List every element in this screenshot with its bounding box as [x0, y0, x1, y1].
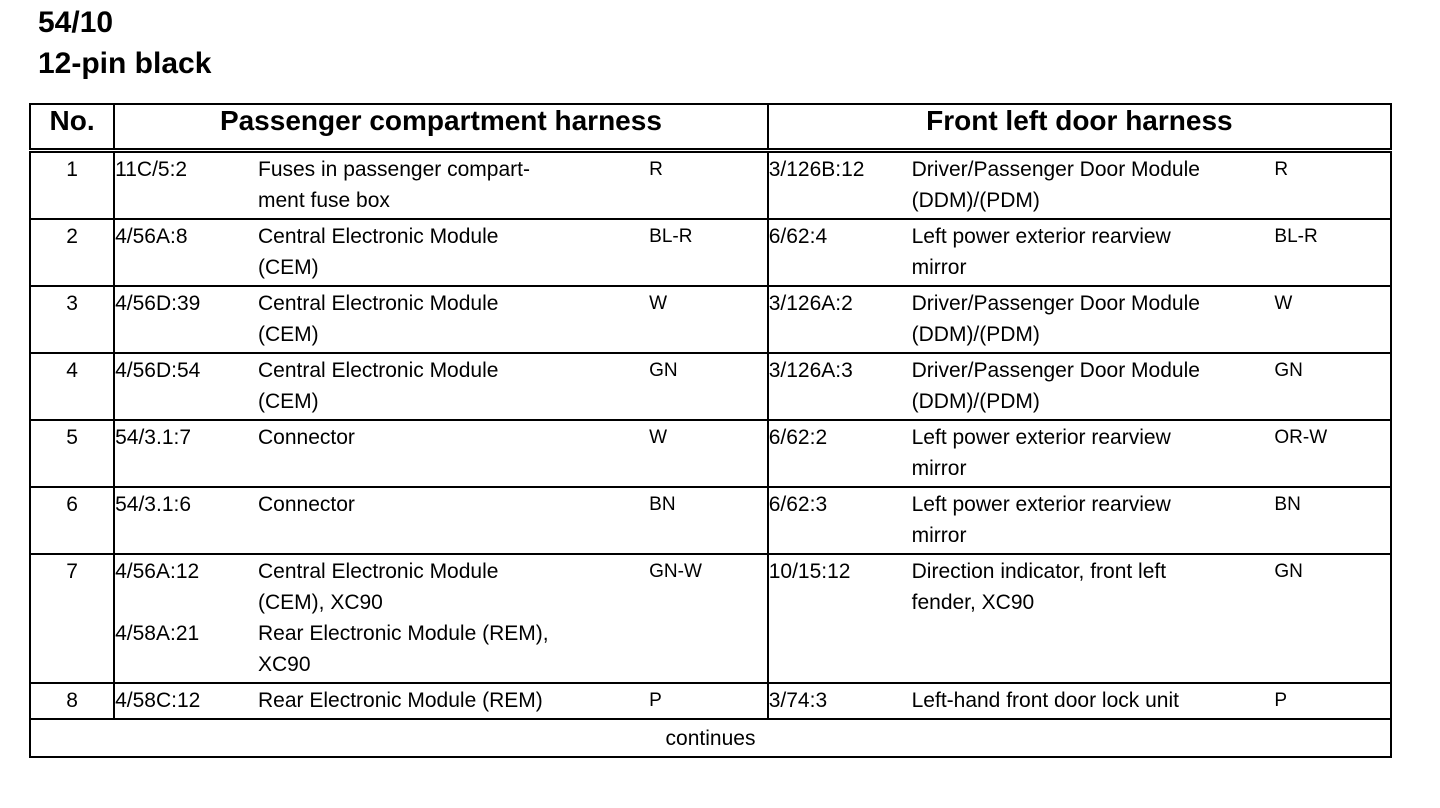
pin-number-text: 8 [66, 689, 78, 712]
passenger-description-text: Central Electronic Module [258, 359, 499, 382]
pin-number-text: 4 [66, 359, 78, 382]
passenger-description [258, 683, 649, 719]
pin-number-text: 6 [66, 493, 78, 516]
door-description-text: Driver/Passenger Door Module [911, 158, 1200, 181]
passenger-wire-color-text: W [649, 427, 668, 448]
pin-number-text: 7 [66, 560, 78, 583]
passenger-wire-color-text: W [649, 293, 668, 314]
door-code [768, 683, 912, 719]
passenger-code [114, 683, 258, 719]
passenger-description-text: (CEM), XC90 [258, 591, 383, 614]
door-description-text: mirror [911, 457, 967, 480]
passenger-description-text: (CEM) [258, 323, 319, 346]
table-row [30, 554, 1391, 683]
passenger-code [114, 151, 258, 220]
door-description-text: (DDM)/(PDM) [911, 189, 1040, 212]
door-code [768, 286, 912, 353]
passenger-code-text: 4/58A:21 [115, 622, 200, 645]
passenger-code-text: 4/56A:8 [115, 225, 188, 248]
passenger-wire-color [649, 286, 768, 353]
passenger-description [258, 554, 649, 683]
door-wire-color [1274, 554, 1391, 683]
pin-number-text: 3 [66, 292, 78, 315]
passenger-wire-color [649, 151, 768, 220]
passenger-description [258, 487, 649, 554]
door-wire-color [1274, 151, 1391, 220]
table-row [30, 219, 1391, 286]
pin-number [30, 219, 114, 286]
passenger-description-text: (CEM) [258, 390, 319, 413]
passenger-code [114, 286, 258, 353]
door-code-text: 6/62:3 [768, 493, 828, 516]
passenger-description-text: Connector [258, 426, 355, 449]
passenger-description-text: Rear Electronic Module (REM), [258, 622, 549, 645]
door-description-text: Left power exterior rearview [911, 426, 1171, 449]
passenger-description-text: ment fuse box [258, 189, 390, 212]
door-description-text: Left power exterior rearview [911, 493, 1171, 516]
table-row [30, 286, 1391, 353]
passenger-code-text: 11C/5:2 [115, 158, 188, 181]
passenger-code-text: 54/3.1:7 [115, 426, 192, 449]
pin-number [30, 286, 114, 353]
passenger-wire-color [649, 487, 768, 554]
passenger-wire-color-text: GN-W [649, 561, 702, 582]
door-description [912, 420, 1275, 487]
passenger-description [258, 286, 649, 353]
door-description-text: Left power exterior rearview [911, 225, 1171, 248]
header-no: No. [30, 104, 114, 151]
passenger-wire-color [649, 420, 768, 487]
passenger-description [258, 151, 649, 220]
pin-table [29, 103, 1392, 758]
passenger-code-text: 4/56D:39 [115, 292, 201, 315]
door-code-text: 3/74:3 [768, 689, 828, 712]
connector-description: 12-pin black [38, 47, 212, 80]
door-code-text: 6/62:4 [768, 225, 828, 248]
pin-number-text: 2 [66, 225, 78, 248]
passenger-wire-color [649, 683, 768, 719]
door-wire-color-text: GN [1274, 561, 1303, 582]
passenger-description-text: XC90 [258, 653, 311, 676]
table-row [30, 353, 1391, 420]
door-description [912, 554, 1275, 683]
door-code-text: 10/15:12 [768, 560, 851, 583]
door-description-text: Driver/Passenger Door Module [911, 359, 1200, 382]
passenger-description-text: Rear Electronic Module (REM) [258, 689, 543, 712]
door-code [768, 420, 912, 487]
passenger-wire-color-text: R [649, 159, 663, 180]
door-code [768, 487, 912, 554]
door-description-text: mirror [911, 524, 967, 547]
door-description [912, 683, 1275, 719]
passenger-code [114, 353, 258, 420]
door-wire-color [1274, 683, 1391, 719]
passenger-description-text: Connector [258, 493, 355, 516]
door-wire-color-text: W [1274, 293, 1293, 314]
passenger-wire-color [649, 219, 768, 286]
door-description-text: Left-hand front door lock unit [911, 689, 1179, 712]
pin-number [30, 420, 114, 487]
door-description-text: Driver/Passenger Door Module [911, 292, 1200, 315]
door-code-text: 6/62:2 [768, 426, 828, 449]
door-code [768, 353, 912, 420]
table-row [30, 420, 1391, 487]
connector-id: 54/10 [38, 6, 114, 39]
door-description-text: mirror [911, 256, 967, 279]
door-wire-color-text: GN [1274, 360, 1303, 381]
door-description-text: Direction indicator, front left [911, 560, 1167, 583]
door-wire-color-text: OR-W [1274, 427, 1328, 448]
door-wire-color [1274, 353, 1391, 420]
passenger-code-text: 4/58C:12 [115, 689, 201, 712]
door-description [912, 487, 1275, 554]
passenger-wire-color-text: BN [649, 494, 676, 515]
door-wire-color-text: BN [1274, 494, 1301, 515]
door-description [912, 286, 1275, 353]
door-code-text: 3/126A:2 [768, 292, 853, 315]
passenger-code [114, 420, 258, 487]
passenger-description-text: Central Electronic Module [258, 225, 499, 248]
passenger-code [114, 219, 258, 286]
table-row [30, 487, 1391, 554]
passenger-description-text: Fuses in passenger compart- [258, 158, 530, 181]
passenger-wire-color-text: BL-R [649, 226, 693, 247]
passenger-description-text: Central Electronic Module [258, 292, 499, 315]
passenger-wire-color [649, 353, 768, 420]
door-wire-color-text: BL-R [1274, 226, 1318, 247]
door-wire-color-text: P [1274, 690, 1288, 711]
passenger-description [258, 420, 649, 487]
pin-number-text: 1 [66, 158, 78, 181]
door-code [768, 151, 912, 220]
passenger-code-text: 4/56D:54 [115, 359, 201, 382]
door-wire-color [1274, 420, 1391, 487]
passenger-code [114, 487, 258, 554]
passenger-description [258, 219, 649, 286]
header-door-harness: Front left door harness [768, 104, 1391, 151]
passenger-code-text: 4/56A:12 [115, 560, 200, 583]
passenger-wire-color-text: GN [649, 360, 678, 381]
door-wire-color [1274, 219, 1391, 286]
passenger-code [114, 554, 258, 683]
door-wire-color [1274, 286, 1391, 353]
table-row [30, 683, 1391, 719]
door-description [912, 219, 1275, 286]
door-description [912, 151, 1275, 220]
passenger-code-text [115, 587, 258, 618]
pin-number [30, 554, 114, 683]
passenger-description-text: (CEM) [258, 256, 319, 279]
passenger-wire-color-text: P [649, 690, 662, 711]
continues-note: continues [30, 719, 1391, 757]
pin-number [30, 151, 114, 220]
door-description-text: (DDM)/(PDM) [911, 390, 1040, 413]
door-code-text: 3/126A:3 [768, 359, 853, 382]
header-passenger-harness: Passenger compartment harness [114, 104, 768, 151]
door-code [768, 219, 912, 286]
door-wire-color-text: R [1274, 159, 1289, 180]
passenger-description [258, 353, 649, 420]
pin-number-text: 5 [66, 426, 78, 449]
door-wire-color [1274, 487, 1391, 554]
pin-number [30, 353, 114, 420]
door-description-text: fender, XC90 [911, 591, 1035, 614]
door-description-text: (DDM)/(PDM) [911, 323, 1040, 346]
door-code [768, 554, 912, 683]
door-description [912, 353, 1275, 420]
table-row [30, 151, 1391, 220]
passenger-wire-color [649, 554, 768, 683]
door-code-text: 3/126B:12 [768, 158, 865, 181]
pin-number [30, 683, 114, 719]
pin-number [30, 487, 114, 554]
passenger-code-text: 54/3.1:6 [115, 493, 192, 516]
passenger-description-text: Central Electronic Module [258, 560, 499, 583]
